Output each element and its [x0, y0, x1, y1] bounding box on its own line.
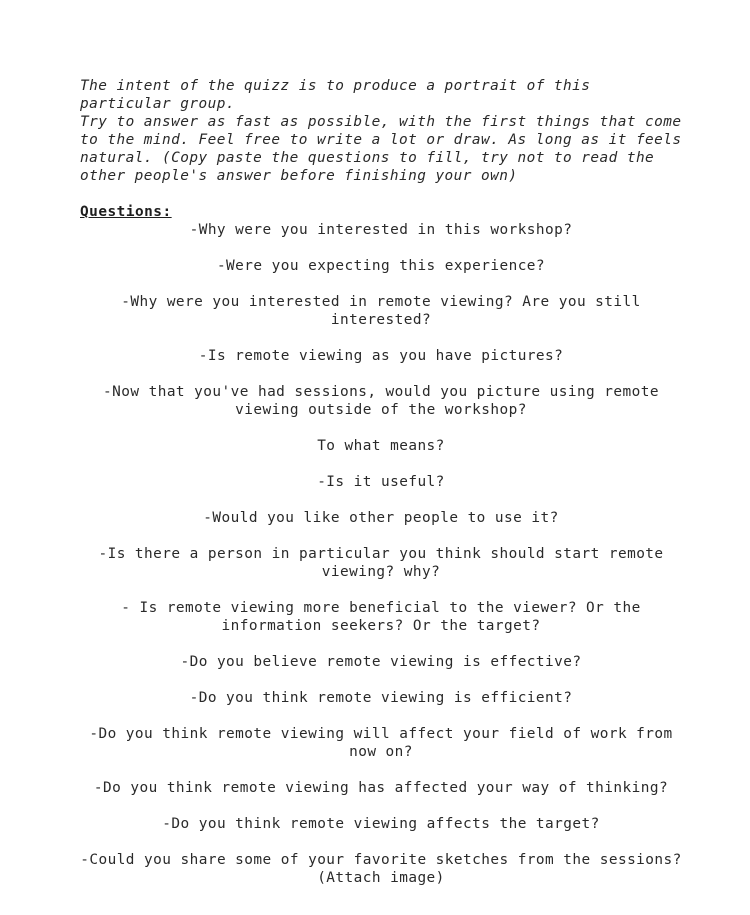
- question-item: To what means?: [317, 438, 445, 454]
- question-item: -Why were you interested in this workshop?: [189, 222, 573, 238]
- question-item: -Would you like other people to use it?: [203, 510, 559, 526]
- question-item: -Do you think remote viewing will affect your field of work from now on?: [89, 726, 673, 760]
- question-item: -Do you believe remote viewing is effective?: [180, 654, 582, 670]
- question-item: - Is remote viewing more beneficial to the viewer? Or the information seekers? Or the target?: [121, 600, 641, 634]
- question-item: -Do you think remote viewing affects the target?: [162, 816, 600, 832]
- intro-paragraph-intent: The intent of the quizz is to produce a portrait of this particular group.: [80, 78, 591, 112]
- question-item: -Is remote viewing as you have pictures?: [198, 348, 564, 364]
- question-item: -Why were you interested in remote viewing? Are you still interested?: [121, 294, 641, 328]
- question-item: -Do you think remote viewing is efficient?: [189, 690, 573, 706]
- question-item: -Do you think remote viewing has affected your way of thinking?: [93, 780, 669, 796]
- question-item: -Now that you've had sessions, would you picture using remote viewing outside of the workshop?: [103, 384, 659, 418]
- question-item: -Is it useful?: [317, 474, 445, 490]
- question-item: -Could you share some of your favorite sketches from the sessions? (Attach image): [80, 852, 682, 886]
- intro-paragraph-instructions: Try to answer as fast as possible, with the first things that come to the mind. Feel free to write a lot or draw. As long as it feels natural. (Copy paste the questions to fill, try not to read the other people's answer before finishing your own): [80, 114, 682, 184]
- question-item: -Were you expecting this experience?: [216, 258, 546, 274]
- questions-heading: Questions:: [80, 204, 172, 220]
- question-item: -Is there a person in particular you think should start remote viewing? why?: [98, 546, 664, 580]
- document-page: [80, 77, 682, 905]
- questions-list: [80, 221, 682, 887]
- intro-section: [80, 77, 682, 185]
